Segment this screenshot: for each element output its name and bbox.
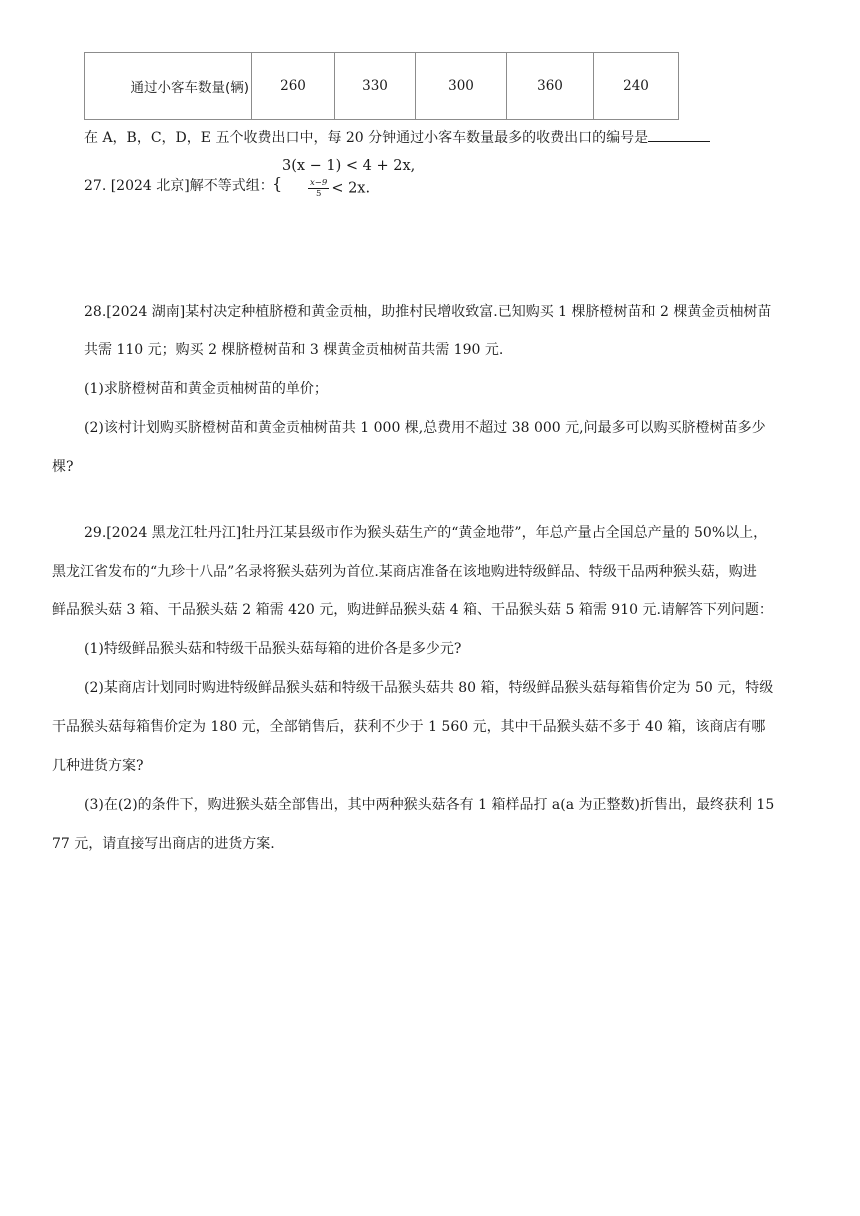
question-29-part-3: (3)在(2)的条件下，购进猴头菇全部售出，其中两种猴头菇各有 1 箱样品打 a(a 为正整数)折售出，最终获利 15 bbox=[84, 797, 775, 813]
table-row-label: 通过小客车数量(辆) bbox=[85, 53, 252, 120]
question-29-line-6: 干品猴头菇每箱售价定为 180 元，全部销售后，获利不少于 1 560 元，其中干品猴头菇不多于 40 箱，该商店有哪 bbox=[52, 719, 766, 735]
table-cell: 260 bbox=[252, 53, 335, 120]
question-26-text: 在 A，B，C，D，E 五个收费出口中，每 20 分钟通过小客车数量最多的收费出口的编号是 bbox=[84, 130, 649, 146]
brace-symbol: { bbox=[272, 174, 283, 193]
question-29-line-9: 77 元，请直接写出商店的进货方案. bbox=[52, 836, 275, 852]
table-row bbox=[85, 53, 679, 120]
question-26-prompt bbox=[84, 126, 710, 148]
table-cell: 240 bbox=[594, 53, 679, 120]
question-29-line-2: 黑龙江省发布的“九珍十八品”名录将猴头菇列为首位.某商店准备在该地购进特级鲜品、特级干品两种猴头菇，购进 bbox=[52, 564, 757, 580]
inequality-1: 3(x − 1) < 4 + 2x, bbox=[282, 158, 416, 174]
table-cell: 360 bbox=[507, 53, 594, 120]
question-29-line-3: 鲜品猴头菇 3 箱、干品猴头菇 2 箱需 420 元，购进鲜品猴头菇 4 箱、干品猴头菇 5 箱需 910 元.请解答下列问题： bbox=[52, 602, 773, 618]
fraction bbox=[308, 178, 329, 199]
fraction-numerator: x−9 bbox=[310, 178, 328, 188]
inequality-2-rest: < 2x. bbox=[331, 180, 371, 197]
answer-blank[interactable] bbox=[648, 126, 710, 142]
question-28-line-2: 共需 110 元；购买 2 棵脐橙树苗和 3 棵黄金贡柚树苗共需 190 元. bbox=[84, 342, 504, 358]
question-28-part-1: (1)求脐橙树苗和黄金贡柚树苗的单价； bbox=[84, 381, 328, 397]
question-28-part-2: (2)该村计划购买脐橙树苗和黄金贡柚树苗共 1 000 棵,总费用不超过 38 000 元,问最多可以购买脐橙树苗多少 bbox=[84, 420, 766, 436]
question-29-part-1: (1)特级鲜品猴头菇和特级干品猴头菇每箱的进价各是多少元? bbox=[84, 641, 462, 657]
question-28-line-5: 棵? bbox=[52, 459, 74, 475]
question-27-prompt: 27. [2024 北京]解不等式组： bbox=[84, 178, 274, 194]
question-29-part-2: (2)某商店计划同时购进特级鲜品猴头菇和特级干品猴头菇共 80 箱，特级鲜品猴头菇每箱售价定为 50 元，特级 bbox=[84, 680, 774, 696]
inequality-2 bbox=[308, 178, 370, 199]
question-28-line-1: 28.[2024 湖南]某村决定种植脐橙和黄金贡柚，助推村民增收致富.已知购买 1 棵脐橙树苗和 2 棵黄金贡柚树苗 bbox=[84, 304, 772, 320]
table-cell: 330 bbox=[335, 53, 416, 120]
question-29-line-1: 29.[2024 黑龙江牡丹江]牡丹江某县级市作为猴头菇生产的“黄金地带”，年总产量占全国总产量的 50%以上， bbox=[84, 525, 768, 541]
fraction-denominator: 5 bbox=[315, 189, 322, 199]
traffic-table bbox=[84, 52, 679, 120]
question-29-line-7: 几种进货方案? bbox=[52, 758, 144, 774]
table-cell: 300 bbox=[416, 53, 507, 120]
